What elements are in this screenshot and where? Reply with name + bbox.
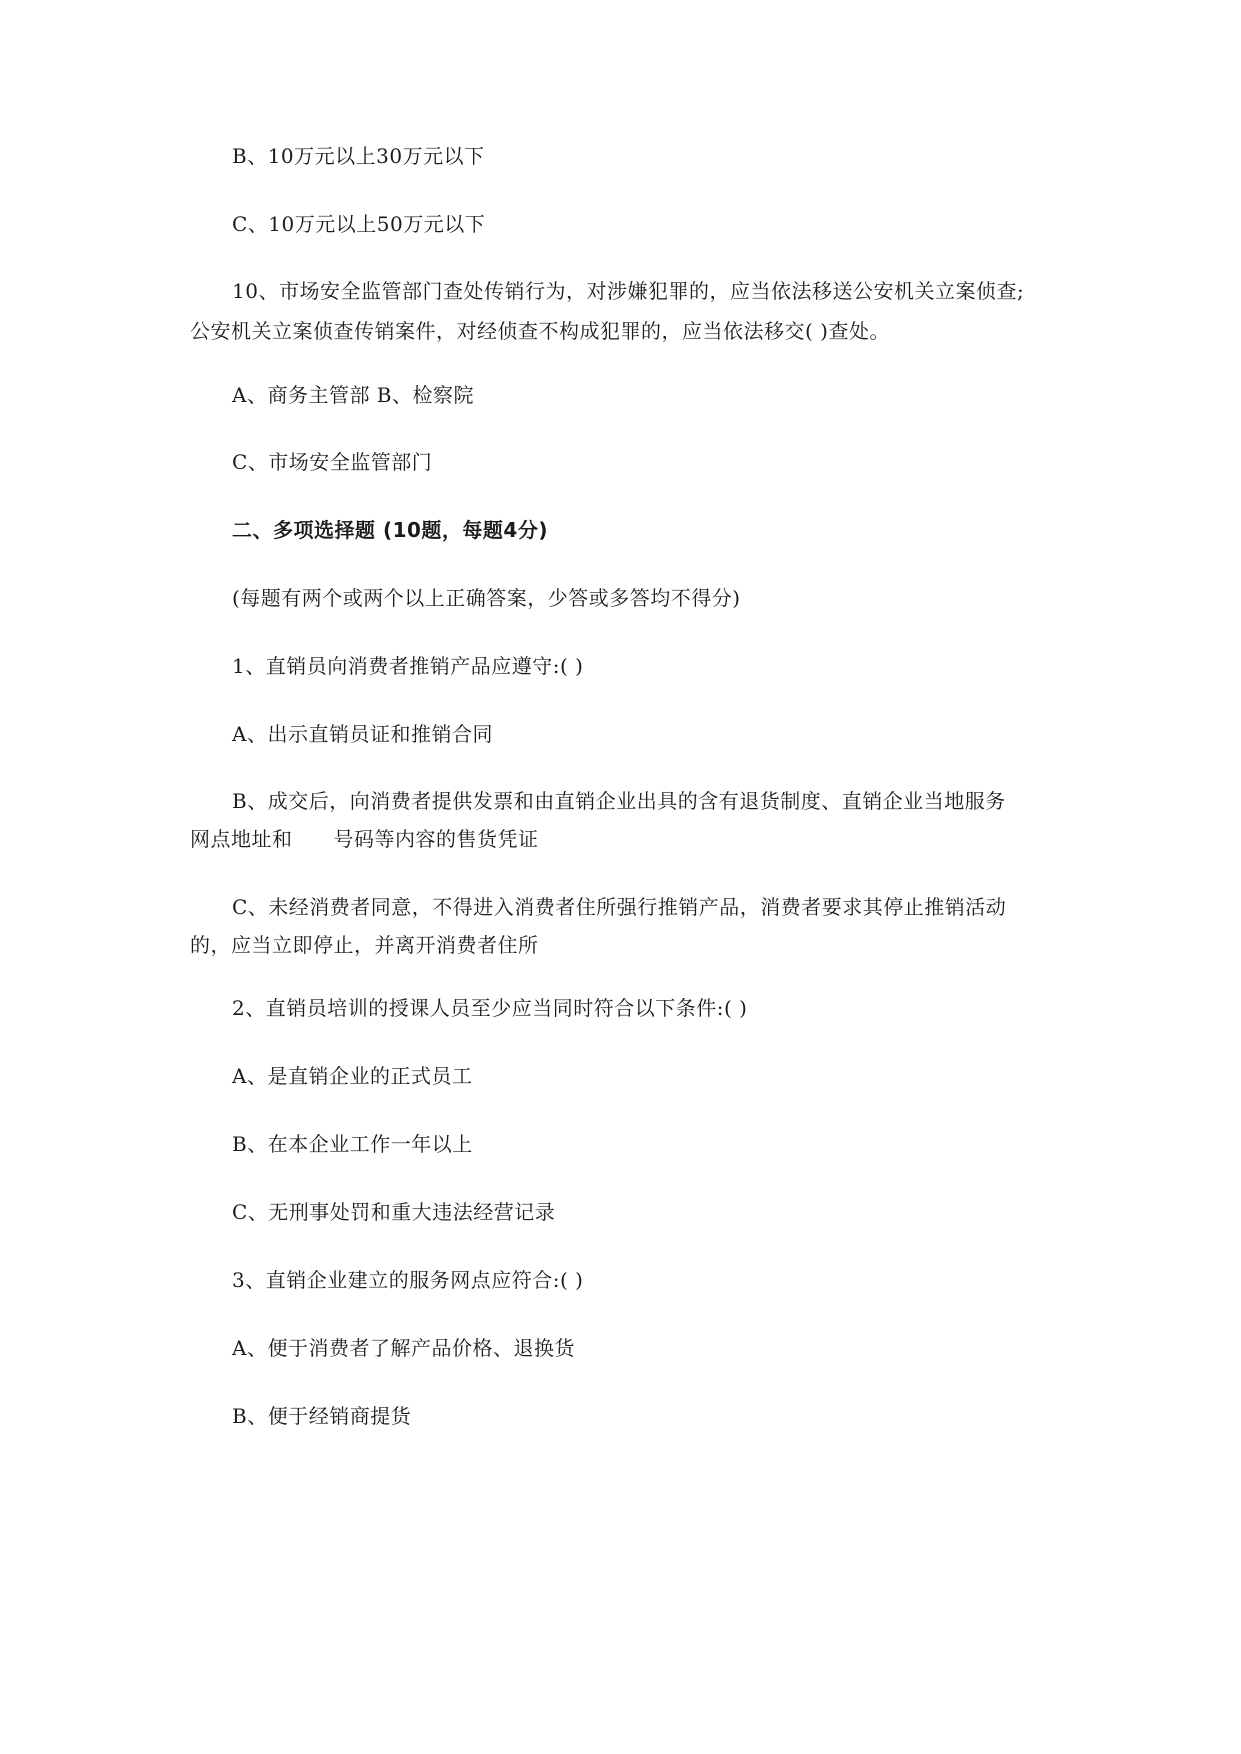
section-title-text: 二、多项选择题 (10题，每题4分)	[232, 518, 548, 542]
option-m1-a	[190, 714, 1060, 754]
question-text: 2、直销员培训的授课人员至少应当同时符合以下条件:( )	[232, 996, 748, 1020]
option-text-line-1: C、未经消费者同意，不得进入消费者住所强行推销产品，消费者要求其停止推销活动	[232, 895, 1007, 919]
option-text: A、出示直销员证和推销合同	[232, 722, 493, 746]
option-m2-b	[190, 1124, 1060, 1164]
question-10	[190, 271, 1060, 311]
section-note-text: (每题有两个或两个以上正确答案，少答或多答均不得分)	[232, 586, 741, 610]
option-text: A、便于消费者了解产品价格、退换货	[232, 1336, 575, 1360]
question-text: 3、直销企业建立的服务网点应符合:( )	[232, 1268, 584, 1292]
question-text: 1、直销员向消费者推销产品应遵守:( )	[232, 654, 584, 678]
option-m1-b-continuation	[190, 819, 1060, 859]
question-m1	[190, 646, 1060, 686]
option-text: A、商务主管部 B、检察院	[232, 383, 474, 407]
option-q9-b	[190, 136, 1060, 176]
option-text-line-1: B、成交后，向消费者提供发票和由直销企业出具的含有退货制度、直销企业当地服务	[232, 789, 1006, 813]
option-text-line-2: 的，应当立即停止，并离开消费者住所	[190, 933, 539, 957]
option-text: B、10万元以上30万元以下	[232, 144, 485, 168]
option-q10-c	[190, 442, 1060, 482]
option-m1-c-continuation	[190, 925, 1060, 965]
question-10-continuation	[190, 311, 1060, 351]
option-q9-c	[190, 204, 1060, 244]
question-text-line-1: 10、市场安全监管部门查处传销行为，对涉嫌犯罪的，应当依法移送公安机关立案侦查;	[232, 279, 1025, 303]
option-q10-ab	[190, 375, 1060, 415]
question-m3	[190, 1260, 1060, 1300]
question-text-line-2: 公安机关立案侦查传销案件，对经侦查不构成犯罪的，应当依法移交( )查处。	[190, 319, 890, 343]
section-2-note	[190, 578, 1060, 618]
section-2-title	[190, 510, 1060, 550]
option-m1-c	[190, 887, 1060, 927]
question-m2	[190, 988, 1060, 1028]
option-text: B、在本企业工作一年以上	[232, 1132, 473, 1156]
option-text: A、是直销企业的正式员工	[232, 1064, 473, 1088]
option-text: C、10万元以上50万元以下	[232, 212, 486, 236]
option-text: B、便于经销商提货	[232, 1404, 412, 1428]
option-m2-c	[190, 1192, 1060, 1232]
option-m1-b	[190, 781, 1060, 821]
option-m3-b	[190, 1396, 1060, 1436]
option-m3-a	[190, 1328, 1060, 1368]
option-text: C、无刑事处罚和重大违法经营记录	[232, 1200, 556, 1224]
option-m2-a	[190, 1056, 1060, 1096]
option-text: C、市场安全监管部门	[232, 450, 433, 474]
option-text-line-2: 网点地址和 号码等内容的售货凭证	[190, 827, 539, 851]
